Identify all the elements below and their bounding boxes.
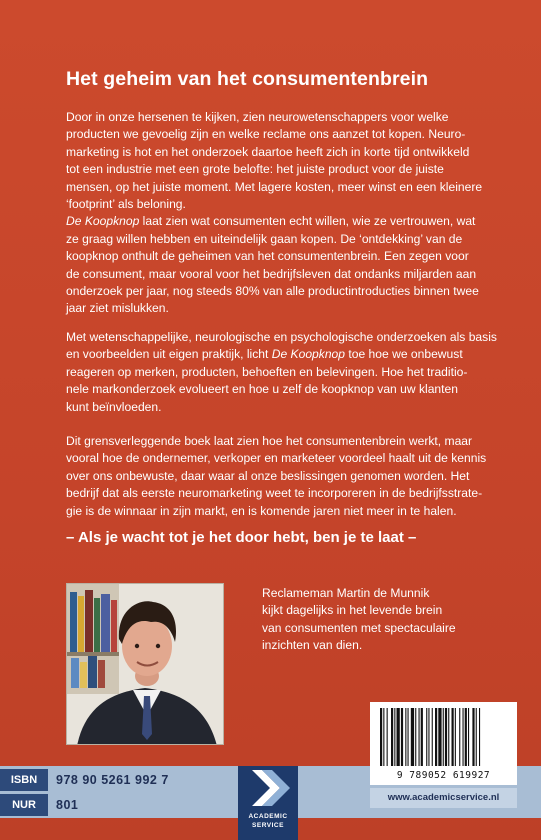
barcode-bar <box>415 708 416 766</box>
paragraph-line: vooral hoe de ondernemer, verkoper en marketeer voordeel haalt uit de kennis <box>66 451 487 466</box>
paragraph-line: jaar ziet mislukken. <box>66 301 169 316</box>
nur-label: NUR <box>0 794 48 816</box>
barcode-bar <box>479 708 480 766</box>
barcode-bar <box>419 708 420 766</box>
description-paragraph-2 <box>66 329 497 416</box>
paragraph-line <box>66 346 486 363</box>
publisher-arrow-icon <box>238 766 298 810</box>
isbn-value: 978 90 5261 992 7 <box>56 773 169 787</box>
publisher-logo-text-2: SERVICE <box>252 822 284 829</box>
paragraph-line-text: laat zien wat consumenten echt willen, wie ze vertrouwen, wat <box>139 214 476 229</box>
barcode-bar <box>452 708 454 766</box>
barcode-bars <box>370 702 517 772</box>
publisher-url-strip <box>370 788 517 808</box>
barcode-bar <box>380 708 382 766</box>
paragraph-line: marketing is hot en het onderzoek daartoe heeft zich in korte tijd ontwikkeld <box>66 144 470 159</box>
bio-line: van consumenten met spectaculaire <box>262 620 456 635</box>
barcode-bar <box>463 708 464 766</box>
bio-line: Reclameman Martin de Munnik <box>262 586 430 600</box>
barcode-bar <box>426 708 427 766</box>
barcode-bar <box>438 708 441 766</box>
bio-line: inzichten van dien. <box>262 638 363 653</box>
barcode-bar <box>468 708 469 766</box>
barcode-bar <box>387 708 388 766</box>
barcode-bar <box>408 708 409 766</box>
barcode-bar <box>397 708 400 766</box>
barcode-bar <box>465 708 467 766</box>
barcode-number: 9 789052 619927 <box>396 770 491 781</box>
paragraph-line: bedrijf dat als eerste neuromarketing weet te incorporeren in de bedrijfsstrate- <box>66 486 483 501</box>
barcode-bar <box>455 708 456 766</box>
barcode-bar <box>421 708 423 766</box>
barcode-bar <box>459 708 460 766</box>
barcode-bar <box>432 708 433 766</box>
paragraph-line <box>66 213 486 230</box>
barcode-bar <box>435 708 437 766</box>
book-title-italic: De Koopknop <box>66 214 140 229</box>
barcode-bar <box>443 708 444 766</box>
barcode-bar <box>448 708 449 766</box>
barcode-bar <box>391 708 393 766</box>
publisher-logo-text-1: ACADEMIC <box>248 813 288 820</box>
bio-line: kijkt dagelijks in het levende brein <box>262 603 443 618</box>
publisher-logo <box>238 766 298 840</box>
barcode-bar <box>405 708 406 766</box>
publisher-url: www.academicservice.nl <box>387 792 500 803</box>
paragraph-line: de consument, maar vooral voor het bedrijfsleven dat ondanks miljarden aan <box>66 266 477 281</box>
barcode-bar <box>476 708 477 766</box>
paragraph-line: gie is de winnaar in zijn markt, en is komende jaren niet meer in te halen. <box>66 503 457 518</box>
author-portrait-image <box>67 584 224 745</box>
barcode-bar <box>401 708 403 766</box>
paragraph-line: onderzoek per jaar, nog steeds 80% van alle productintroducties binnen twee <box>66 284 479 299</box>
paragraph-line: mensen, op het juiste moment. Met lagere kosten, meer winst en een kleinere <box>66 179 483 194</box>
paragraph-line-text: toe hoe we onbewust <box>345 347 463 362</box>
barcode-bar <box>428 708 429 766</box>
barcode-bar <box>383 708 384 766</box>
barcode-bar <box>394 708 395 766</box>
barcode-bar <box>411 708 414 766</box>
description-paragraph-3 <box>66 433 486 520</box>
paragraph-line: over ons onbewuste, daar waar al onze beslissingen genomen worden. Het <box>66 468 470 483</box>
paragraph-line: Dit grensverleggende boek laat zien hoe het consumentenbrein werkt, maar <box>66 434 473 448</box>
isbn-label: ISBN <box>0 769 48 791</box>
paragraph-line: producten we gevoelig zijn en welke reclame ons aanzet tot kopen. Neuro- <box>66 127 466 142</box>
author-bio <box>262 585 522 655</box>
paragraph-line: kunt beïnvloeden. <box>66 399 162 414</box>
paragraph-line: tot een industrie met een grote belofte: het juiste product voor de juiste <box>66 162 444 177</box>
isbn-row <box>0 768 230 792</box>
paragraph-line: nele markonderzoek evolueert en hoe u zelf de koopknop van uw klanten <box>66 382 458 397</box>
nur-row <box>0 793 230 817</box>
description-paragraph-1 <box>66 109 486 318</box>
paragraph-line: Door in onze hersenen te kijken, zien neurowetenschappers voor welke <box>66 110 449 124</box>
barcode-bar <box>472 708 474 766</box>
paragraph-line: koopknop onthult de geheimen van het consumentenbrein. Een zegen voor <box>66 249 469 264</box>
nur-value: 801 <box>56 798 79 812</box>
paragraph-line: ‘footprint’ als beloning. <box>66 197 186 212</box>
cover-title: Het geheim van het consumentenbrein <box>66 68 429 90</box>
barcode <box>370 702 517 785</box>
paragraph-line: Met wetenschappelijke, neurologische en psychologische onderzoeken als basis <box>66 330 497 344</box>
barcode-bar <box>445 708 447 766</box>
book-title-italic: De Koopknop <box>271 347 346 362</box>
author-photo <box>66 583 224 745</box>
paragraph-line-text: en voorbeelden uit eigen praktijk, licht <box>66 347 272 362</box>
paragraph-line: reageren op merken, producten, behoeften en belevingen. Hoe het traditio- <box>66 364 468 379</box>
paragraph-line: ze graag willen hebben en uiteindelijk gaan kopen. De ‘ontdekking’ van de <box>66 231 463 246</box>
tagline-quote: – Als je wacht tot je het door hebt, ben je te laat – <box>66 529 417 546</box>
